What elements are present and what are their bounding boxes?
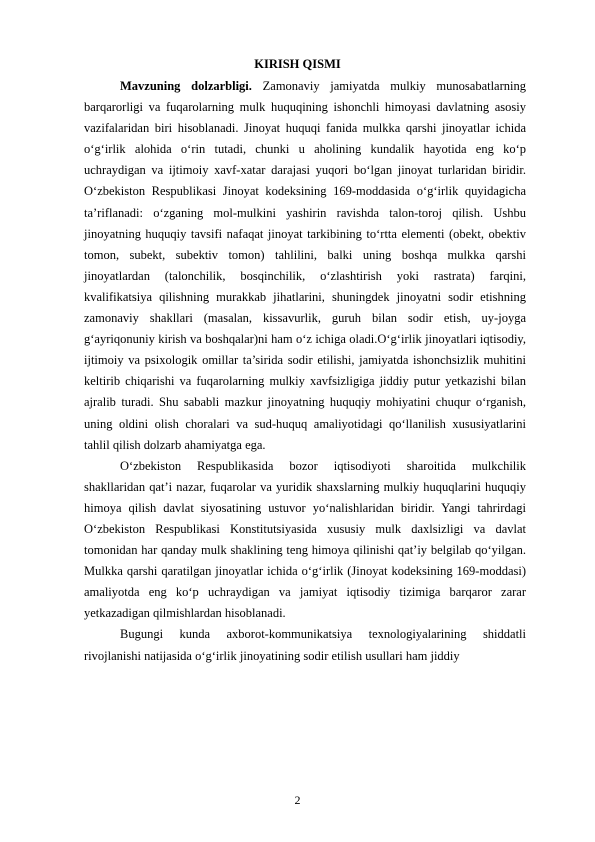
paragraph-lead: Mavzuning dolzarbligi. <box>120 79 252 93</box>
paragraph-text: O‘zbekiston Respublikasida bozor iqtisodiyoti sharoitida mulkchilik shakllaridan qat’i nazar, fuqarolar va yuridik shaxslarning mulkiy huquqlarini huquqiy himoya qilish davlat siyosatining ustuvor yo‘nalishlaridan biridir. Yangi tahrirdagi O‘zbekiston Respublikasi Konstitutsiyasida xususiy mulk daxlsizligi va davlat tomonidan har qanday mulk shaklining teng himoya qilinishi qat’iy belgilab qo‘yilgan. Mulkka qarshi qaratilgan jinoyatlar ichida o‘g‘irlik (Jinoyat kodeksining 169-moddasi) amaliyotda eng ko‘p uchraydigan va jamiyat iqtisodiy tizimiga barqaror zarar yetkazadigan qilmishlardan hisoblanadi. <box>84 458 526 621</box>
page-number: 2 <box>294 793 301 807</box>
paragraph-text: Bugungi kunda axborot-kommunikatsiya texnologiyalarining shiddatli rivojlanishi natijasida o‘g‘irlik jinoyatining sodir etilish usullari ham jiddiy <box>84 627 526 663</box>
body-text <box>84 76 526 667</box>
paragraph-text: Zamonaviy jamiyatda mulkiy munosabatlarning barqarorligi va fuqarolarning mulk huquqining ishonchli himoyasi davlatning asosiy vazifalaridan biri hisoblanadi. Jinoyat huquqi fanida mulkka qarshi jinoyatlar ichida o‘g‘irlik alohida o‘rin tutadi, chunki u aholining kundalik hayotida eng ko‘p uchraydigan va ijtimoiy xavf-xatar darajasi yuqori bo‘lgan jinoyat turlaridan biridir. O‘zbekiston Respublikasi Jinoyat kodeksining 169-moddasida o‘g‘irlik quyidagicha ta’riflanadi: o‘zganing mol-mulkini yashirin ravishda talon-toroj qilish. Ushbu jinoyatning huquqiy tavsifi nafaqat jinoyat tarkibining to‘rtta elementi (obekt, obektiv tomon, subekt, subektiv tomon) tahlilini, balki uning boshqa mulkka qarshi jinoyatlardan (talonchilik, bosqinchilik, o‘zlashtirish yoki rastrata) farqini, kvalifikatsiya qilishning murakkab jihatlarini, shuningdek jinoyatni sodir etishning zamonaviy shakllari (masalan, kissavurlik, guruh bilan sodir etish, uy-joyga g‘ayriqonuniy kirish va boshqalar)ni ham o‘z ichiga oladi.O‘g‘irlik jinoyatlari iqtisodiy, ijtimoiy va psixologik omillar ta’sirida sodir etilishi, jamiyatda ishonchsizlik muhitini keltirib chiqarishi va fuqarolarning mulkiy xavfsizligiga jiddiy putur yetkazishi bilan ajralib turadi. Shu sababli mazkur jinoyatning huquqiy mohiyatini chuqur o‘rganish, uning oldini olish choralari va sud-huquq amaliyotidagi qo‘llanilish xususiyatlarini tahlil qilish dolzarb ahamiyatga ega. <box>84 79 526 452</box>
page-title: KIRISH QISMI <box>254 57 341 71</box>
paragraph-technology <box>84 624 526 666</box>
paragraph-relevance <box>84 76 526 456</box>
paragraph-constitution <box>84 456 526 625</box>
